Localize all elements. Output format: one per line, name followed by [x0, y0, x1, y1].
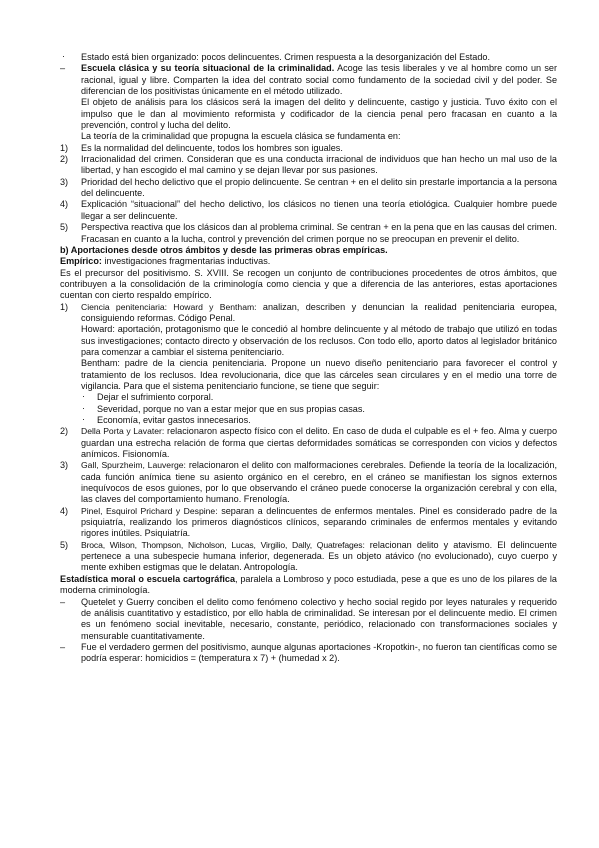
section-b-paragraph: Es el precursor del positivismo. S. XVIII. Se recogen un conjunto de contribuciones procedentes de otros ámbitos, que contribuyen a la consolidación de la criminología como ciencia y que a diferencia de las anteriores, estas aportaciones cuentan con cierto respaldo empírico.	[60, 267, 557, 301]
bentham-paragraph: Bentham: padre de la ciencia penitenciaria. Propone un nuevo diseño penitenciario para favorecer el control y tratamiento de los reclusos. Idea revolucionaria, dice que las cárceles sean circulares y en el medio una torre de vigilancia. Para que el sistema penitenciario funcione, se tiene que seguir:	[81, 358, 557, 391]
empirico-line	[60, 256, 557, 267]
list-item: 1) Es la normalidad del delincuente, todos los hombres son iguales.	[60, 142, 343, 153]
author-names: Pinel, Esquirol Prichard y Despine:	[81, 505, 218, 516]
sub-bullet-item: · Economía, evitar gastos innecesarios.	[82, 414, 251, 425]
author-names: Ciencia penitenciaria: Howard y Bentham:	[81, 301, 257, 312]
list-item: 2) Irracionalidad del crimen. Consideran que es una conducta irracional de individuos que han hecho un mal uso de la libertad, y han escogido el mal camino y se dejan llevar por sus pasiones.	[60, 154, 557, 176]
section-b-heading: b) Aportaciones desde otros ámbitos y desde las primeras obras empíricas.	[60, 244, 388, 255]
sub-bullet-item: · Dejar el sufrimiento corporal.	[82, 391, 214, 403]
moral-statistics-title: Estadística moral o escuela cartográfica	[60, 573, 235, 584]
empirico-text: investigaciones fragmentarias inductivas.	[101, 256, 271, 267]
classical-paragraph-3: La teoría de la criminalidad que propugna la escuela clásica se fundamenta en:	[81, 131, 401, 142]
bullet-marker: ·	[62, 51, 66, 61]
dash-marker: –	[60, 63, 66, 74]
sub-bullet-item: · Severidad, porque no van a estar mejor que en sus propias casas.	[82, 402, 365, 414]
moral-statistics-paragraph: Estadística moral o escuela cartográfica, paralela a Lombroso y poco estudiada, pese a que es uno de los pilares de la moderna criminología.	[60, 573, 557, 596]
list-item: 4) Explicación “situacional” del hecho delictivo, los clásicos no tienen una teoría etiológica. Cualquier hombre puede llegar a ser delincuente.	[60, 199, 557, 221]
list-item: 2) Della Porta y Lavater: relacionaron aspecto físico con el delito. En caso de duda el culpable es el + feo. Alma y cuerpo guardan una estrecha relación de forma que ciertas deformidades somáticas se corresponden con vicios y defectos anímicos. Fisionomía.	[60, 426, 558, 460]
list-item: 4) Pinel, Esquirol Prichard y Despine: separan a delincuentes de enfermos mentales. Pinel es considerado padre de la psiquiatría, realizando los primeros diagnósticos clínicos, separando criminales de enfermos mentales y evitando rigores inútiles. Psiquiatría.	[60, 505, 557, 539]
intro-bullet: · Estado está bien organizado: pocos delincuentes. Crimen respuesta a la desorganización del Estado.	[62, 51, 490, 62]
list-item: 5) Perspectiva reactiva que los clásicos dan al problema criminal. Se centran + en la pena que en las causas del crimen. Fracasan en cuanto a la lucha, control y prevención del crimen porque no se preocupan en prevenir el delito.	[60, 222, 557, 244]
author-names: Della Porta y Lavater:	[81, 426, 165, 437]
classical-school-text: Acoge las tesis liberales y ve al hombre como un ser racional, igual y libre. Comparten la idea del contrato social como fundamento de la sociedad civil y del poder. Se diferencian de los positivistas únicamente en el método utilizado.	[81, 63, 557, 97]
list-item: 3) Prioridad del hecho delictivo que el propio delincuente. Se centran + en el delito sin prestarle importancia a la persona del delincuente.	[60, 176, 557, 199]
list-item: 3) Gall, Spurzheim, Lauverge: relacionaron el delito con malformaciones cerebrales. Defiende la teoría de la localización, cada función anímica tiene su asiento orgánico en el cerebro, en el cráneo se manifiestan los signos externos inequívocos de esos guiones, por lo que observando el cráneo puede conocerse la organización cerebral y con ella, las claves del comportamiento humano. Frenología.	[60, 460, 557, 505]
howard-paragraph: Howard: aportación, protagonismo que le concedió al hombre delincuente y al método de trabajo que utilizó en todas sus investigaciones; contacto directo y observación de los reclusos. Con todo ello, aporto datos al legislador británico para comenzar a cambiar el sistema penitenciario.	[81, 324, 557, 357]
dash-item: – Fue el verdadero germen del positivismo, aunque algunas aportaciones -Kropotkin-, no fueron tan científicas como se podría esperar: homicidios = (temperatura x 7) + (humedad x 2).	[60, 641, 557, 664]
dash-item: – Quetelet y Guerry conciben el delito como fenómeno colectivo y hecho social regido por leyes naturales y requerido de análisis cuantitativo y estadístico, por ello habla de criminalidad. Se interesan por el delincuente medio. El crimen es un fenómeno social inevitable, necesario, constante, periódico, relacionado con transformaciones sociales y mensurable cuantitativamente.	[60, 596, 557, 641]
classical-school-paragraph	[60, 63, 557, 97]
list-item: 1) Ciencia penitenciaria: Howard y Bentham: analizan, describen y denuncian la realidad penitenciaria europea, consiguiendo reformas. Código Penal.	[60, 301, 557, 323]
list-item: 5) Broca, Wilson, Thompson, Nicholson, Lucas, Virgilio, Dally, Quatrefages: relacionan delito y atavismo. El delincuente pertenece a una subespecie humana inferior, degenerada. Es un objeto atávico (no evolucionado), cuyo cuerpo y mente exhiben estigmas que le delatan. Antropología.	[60, 539, 557, 573]
classical-school-title: Escuela clásica y su teoría situacional de la criminalidad.	[81, 63, 335, 74]
author-names: Broca, Wilson, Thompson, Nicholson, Lucas, Virgilio, Dally, Quatrefages:	[81, 539, 365, 550]
classical-paragraph-2: El objeto de análisis para los clásicos será la imagen del delito y delincuente, castigo y justicia. Tuvo éxito con el impulso que le dan al movimiento reformista y codificador de la ciencia penal pero fracasan en cuanto a la prevención, control y lucha del delito.	[81, 97, 557, 131]
empirico-label: Empírico:	[60, 256, 102, 267]
author-names: Gall, Spurzheim, Lauverge:	[81, 460, 186, 471]
